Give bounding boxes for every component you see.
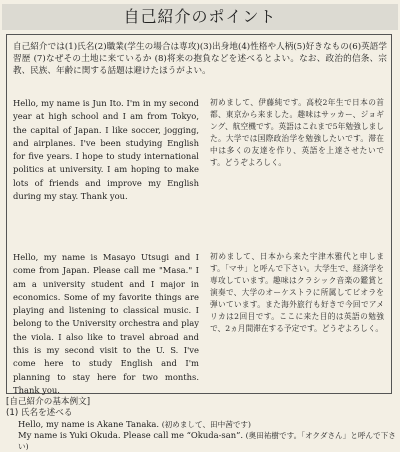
- basic-examples-title: [自己紹介の基本例文]: [6, 397, 91, 407]
- example-1-japanese: 初めまして、伊藤純です。高校2年生で日本の首都、東京から来ました。趣味はサッカー、ジョギング、航空機です。英語はこれまで5年勉強しました。大学では国際政治学を勉強したいです。滞在中は多くの友達を作り、英語を上達させたいです。どうぞよろしく。: [210, 98, 384, 167]
- example-2-japanese: 初めまして、日本から来た宇津木雅代と申します。「マサ」と呼んで下さい。大学生で、経済学を専攻しています。趣味はクラシック音楽の鑑賞と演奏で、大学のオーケストラに所属してビオラを弾いています。また海外旅行も好きで今回でアメリカは2回目です。ここに来た目的は英語の勉強で、2ヵ月間滞在する予定です。どうぞよろしく。: [210, 252, 384, 333]
- intro-paragraph: 自己紹介では(1)氏名(2)職業(学生の場合は専攻)(3)出身地(4)性格や人柄(5)好きなもの(6)英語学習歴 (7)なぜその土地に来ているか (8)将来の抱負などを述べるとよい。なお、政治的信条、宗教、民族、年齢に関する話題は避けたほうがよい。: [13, 42, 387, 76]
- basic-examples-section: [6, 397, 396, 452]
- page-title: 自己紹介のポイント: [2, 4, 398, 30]
- example-2-english: Hello, my name is Masayo Utsugi and I come from Japan. Please call me "Masa." I am a university student and I major in economics. Some of my favorite things are playing and listening to classical music. I belong to the University orchestra and play the viola. I also like to travel abroad and this is my second visit to the U. S. I've come here to study English and I'm planning to stay here for two months. Thank you.: [13, 252, 199, 395]
- basic-example-japanese: (奥田祐樹です。「オクダさん」と呼んで下さい): [18, 431, 396, 451]
- basic-example-line: [6, 419, 396, 430]
- example-1-english: Hello, my name is Jun Ito. I'm in my second year at high school and I am from Tokyo, the capital of Japan. I like soccer, jogging, and airplanes. I've been studying English for five years. I hope to study international politics at university. I am hoping to make lots of friends and improve my English during my stay. Thank you.: [13, 98, 199, 202]
- basic-examples-subtitle: (1) 氏名を述べる: [6, 408, 73, 418]
- basic-example-line: [6, 430, 396, 452]
- example-box: [6, 34, 392, 394]
- basic-example-english: My name is Yuki Okuda. Please call me “Okuda-san”.: [18, 430, 244, 440]
- basic-example-english: Hello, my name is Akane Tanaka.: [18, 419, 160, 429]
- basic-example-japanese: (初めまして、田中茜です): [161, 420, 251, 429]
